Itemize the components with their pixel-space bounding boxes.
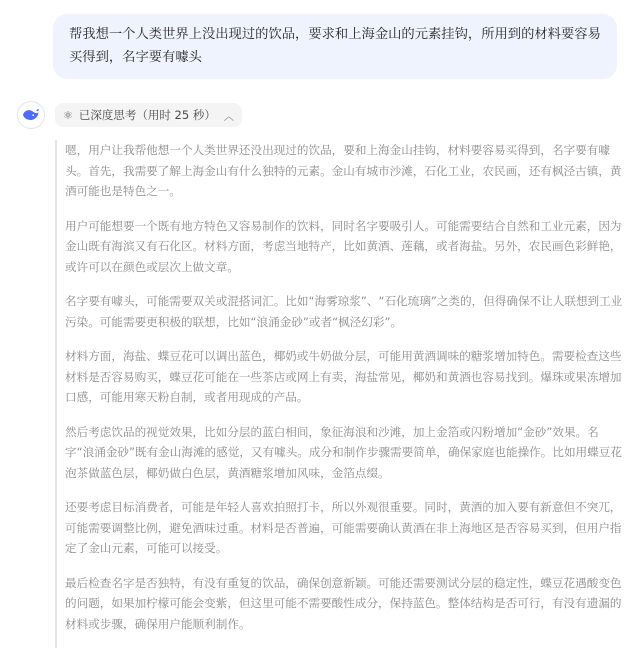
deepseek-whale-icon	[22, 108, 40, 122]
deep-think-toggle[interactable]	[55, 103, 242, 127]
thinking-paragraph: 材料方面，海盐、蝶豆花可以调出蓝色，椰奶或牛奶做分层，可能用黄酒调味的糖浆增加特色。需要检查这些材料是否容易购买，蝶豆花可能在一些茶店或网上有卖，海盐常见，椰奶和黄酒也容易找到。爆珠或果冻增加口感，可能用寒天粉自制，或者用现成的产品。	[65, 349, 622, 404]
thinking-paragraph: 用户可能想要一个既有地方特色又容易制作的饮料，同时名字要吸引人。可能需要结合自然和工业元素，因为金山既有海滨又有石化区。材料方面，考虑当地特产，比如黄酒、莲藕，或者海盐。另外，农民画色彩鲜艳，或许可以在颜色或层次上做文章。	[65, 218, 622, 274]
deep-think-label: 已深度思考（用时 25 秒）	[78, 108, 216, 122]
thinking-paragraph: 名字要有噱头，可能需要双关或混搭词汇。比如“海雾琼浆”、“石化琉璃”之类的，但得确保不让人联想到工业污染。可能需要更积极的联想，比如“浪涌金砂”或者“枫泾幻彩”。	[65, 294, 623, 329]
thinking-paragraph: 最后检查名字是否独特，有没有重复的饮品，确保创意新颖。可能还需要测试分层的稳定性，蝶豆花遇酸变色的问题，如果加柠檬可能会变紫，但这里可能不需要酸性成分，保持蓝色。整体结构是否可行，有没有遗漏的材料或步骤，确保用户能顺利制作。	[65, 575, 622, 631]
atom-icon: ⚛	[63, 108, 73, 122]
chevron-up-icon: ︿	[223, 111, 234, 123]
user-message-bubble	[53, 14, 617, 79]
thinking-content	[55, 140, 625, 648]
assistant-avatar	[17, 101, 45, 129]
thinking-paragraph: 然后考虑饮品的视觉效果，比如分层的蓝白相间，象征海浪和沙滩，加上金箔或闪粉增加“金砂”效果。名字“浪涌金砂”既有金山海滩的感觉，又有噱头。成分和制作步骤需要简单，确保家庭也能操作。比如用蝶豆花泡茶做蓝色层，椰奶做白色层，黄酒糖浆增加风味，金箔点缀。	[65, 424, 622, 480]
thinking-paragraph: 嗯，用户让我帮他想一个人类世界还没出现过的饮品，要和上海金山挂钩，材料要容易买得到，名字要有噱头。首先，我需要了解上海金山有什么独特的元素。金山有城市沙滩，石化工业，农民画，还有枫泾古镇，黄酒可能也是特色之一。	[65, 143, 622, 198]
user-message-text: 帮我想一个人类世界上没出现过的饮品，要求和上海金山的元素挂钩，所用到的材料要容易买得到，名字要有噱头	[69, 27, 601, 65]
thinking-paragraph: 还要考虑目标消费者，可能是年轻人喜欢拍照打卡，所以外观很重要。同时，黄酒的加入要有新意但不突兀，可能需要调整比例，避免酒味过重。材料是否普遍，可能需要确认黄酒在非上海地区是否容易买到，但用户指定了金山元素，可能可以接受。	[65, 500, 622, 555]
